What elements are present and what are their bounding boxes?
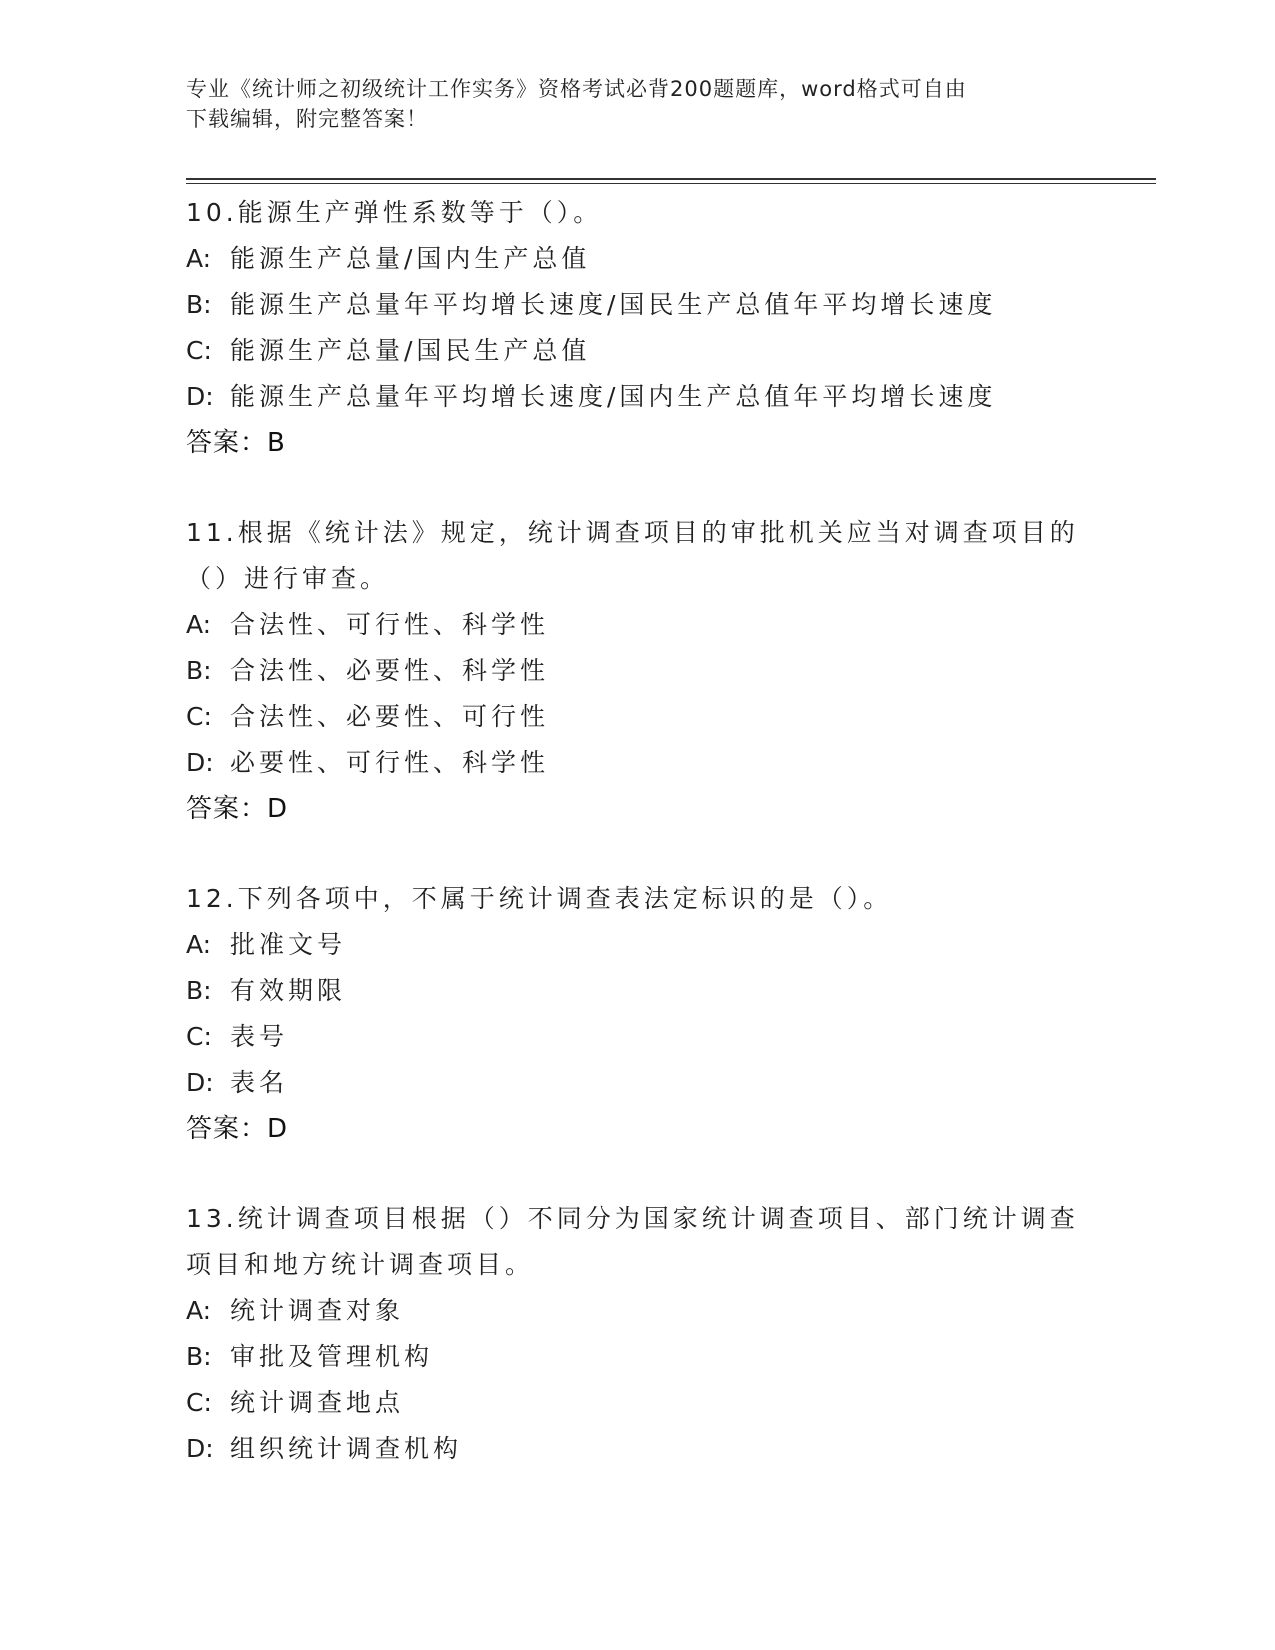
question-stem: 13.统计调查项目根据（）不同分为国家统计调查项目、部门统计调查 (186, 1204, 1079, 1233)
option-letter: A: (186, 244, 212, 273)
option-letter: A: (186, 610, 212, 639)
option-c (186, 328, 1116, 374)
header-divider-thick (186, 178, 1156, 180)
option-text: 合法性、必要性、科学性 (230, 656, 550, 685)
option-letter: B: (186, 656, 212, 685)
option-a (186, 236, 1116, 282)
answer-line: 答案：B (186, 428, 286, 458)
option-letter: D: (186, 748, 214, 777)
option-text: 能源生产总量年平均增长速度/国民生产总值年平均增长速度 (230, 290, 997, 319)
option-letter: C: (186, 1022, 212, 1051)
option-d (186, 1426, 1116, 1472)
question-stem: 12.下列各项中，不属于统计调查表法定标识的是（）。 (186, 884, 893, 913)
option-letter: D: (186, 1434, 214, 1463)
option-letter: D: (186, 1068, 214, 1097)
option-letter: B: (186, 1342, 212, 1371)
option-text: 能源生产总量年平均增长速度/国内生产总值年平均增长速度 (230, 382, 997, 411)
header-line-1: 专业《统计师之初级统计工作实务》资格考试必背200题题库，word格式可自由 (186, 77, 967, 101)
question-11 (186, 510, 1116, 832)
option-c (186, 1014, 1116, 1060)
question-spacer (186, 832, 1116, 876)
question-stem-continued: （）进行审查。 (186, 564, 390, 593)
option-letter: B: (186, 976, 212, 1005)
header-line-2: 下载编辑，附完整答案！ (186, 107, 428, 131)
option-letter: C: (186, 336, 212, 365)
option-a (186, 602, 1116, 648)
option-text: 审批及管理机构 (230, 1342, 434, 1371)
option-text: 统计调查地点 (230, 1388, 405, 1417)
question-spacer (186, 466, 1116, 510)
document-header (186, 74, 1056, 134)
option-letter: A: (186, 930, 212, 959)
question-list (186, 190, 1116, 1472)
question-12 (186, 876, 1116, 1152)
option-d (186, 374, 1116, 420)
option-a (186, 1288, 1116, 1334)
question-10 (186, 190, 1116, 466)
question-stem-continued: 项目和地方统计调查项目。 (186, 1250, 535, 1279)
question-stem: 10.能源生产弹性系数等于（）。 (186, 198, 603, 227)
question-spacer (186, 1152, 1116, 1196)
option-d (186, 740, 1116, 786)
answer-line: 答案：D (186, 794, 289, 824)
option-text: 批准文号 (230, 930, 347, 959)
answer-line: 答案：D (186, 1114, 289, 1144)
option-text: 表名 (230, 1068, 289, 1097)
option-letter: D: (186, 382, 214, 411)
option-text: 能源生产总量/国民生产总值 (230, 336, 591, 365)
question-13 (186, 1196, 1116, 1472)
option-letter: C: (186, 1388, 212, 1417)
option-c (186, 1380, 1116, 1426)
option-text: 有效期限 (230, 976, 347, 1005)
option-b (186, 1334, 1116, 1380)
question-stem: 11.根据《统计法》规定，统计调查项目的审批机关应当对调查项目的 (186, 518, 1079, 547)
option-text: 统计调查对象 (230, 1296, 405, 1325)
option-b (186, 968, 1116, 1014)
option-b (186, 648, 1116, 694)
header-divider-thin (186, 183, 1156, 184)
option-letter: C: (186, 702, 212, 731)
option-text: 能源生产总量/国内生产总值 (230, 244, 591, 273)
option-text: 合法性、可行性、科学性 (230, 610, 550, 639)
option-d (186, 1060, 1116, 1106)
option-b (186, 282, 1116, 328)
option-text: 表号 (230, 1022, 289, 1051)
option-c (186, 694, 1116, 740)
option-text: 必要性、可行性、科学性 (230, 748, 550, 777)
option-text: 合法性、必要性、可行性 (230, 702, 550, 731)
option-letter: B: (186, 290, 212, 319)
option-text: 组织统计调查机构 (230, 1434, 463, 1463)
option-a (186, 922, 1116, 968)
option-letter: A: (186, 1296, 212, 1325)
